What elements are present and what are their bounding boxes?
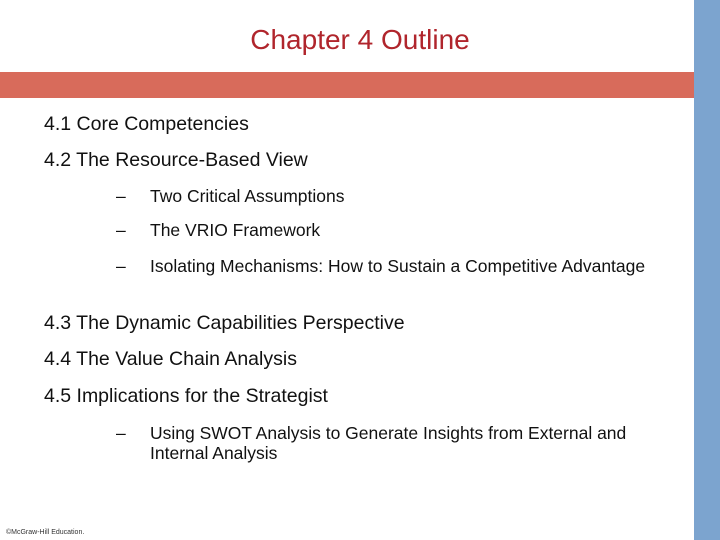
outline-item-4-5: 4.5 Implications for the Strategist [44, 385, 328, 407]
sub-item-text: Isolating Mechanisms: How to Sustain a Competitive Advantage [150, 256, 646, 276]
outline-item-4-2: 4.2 The Resource-Based View [44, 149, 308, 171]
side-accent-bar [694, 0, 720, 540]
outline-item-4-1: 4.1 Core Competencies [44, 113, 249, 135]
slide-title: Chapter 4 Outline [250, 24, 470, 55]
outline-item-4-4: 4.4 The Value Chain Analysis [44, 348, 297, 370]
sub-item-text: The VRIO Framework [150, 220, 321, 240]
dash-bullet: – [116, 423, 126, 443]
copyright-footer: ©McGraw-Hill Education. [6, 529, 85, 536]
sub-item-text: Using SWOT Analysis to Generate Insights from External and Internal Analysis [150, 423, 627, 463]
outline-item-4-3: 4.3 The Dynamic Capabilities Perspective [44, 312, 405, 334]
dash-bullet: – [116, 256, 126, 276]
dash-bullet: – [116, 220, 126, 240]
dash-bullet: – [116, 186, 126, 206]
sub-item-text: Two Critical Assumptions [150, 186, 345, 206]
header-accent-band [0, 72, 694, 98]
